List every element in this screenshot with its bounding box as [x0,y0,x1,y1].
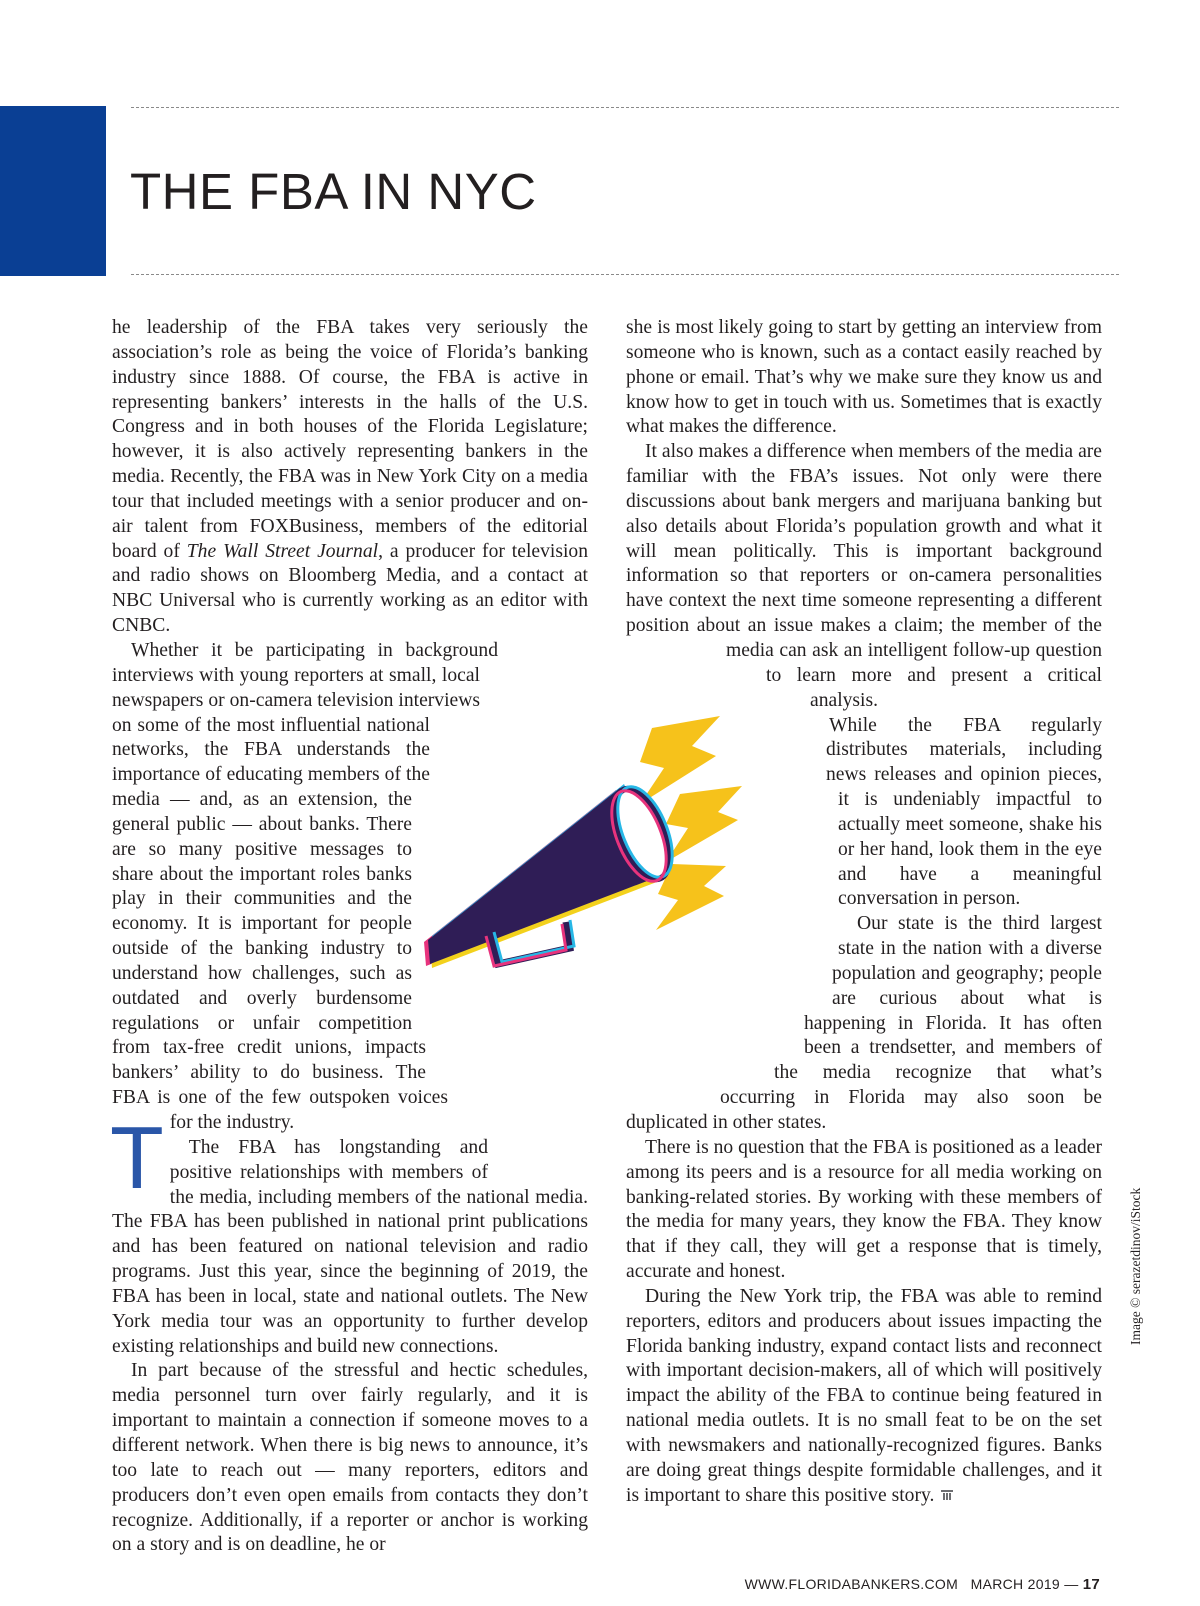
right-wrap-spacer-10 [626,1073,720,1098]
article-paragraph-9: There is no question that the FBA is positioned as a leader among its peers and is a resource for all media working on banking-related stories. By working with these members of the media for many years, they know the FBA. They know that if they call, they will get a response that is timely, accurate and honest. [626,1136,1102,1283]
header-bottom-divider [131,274,1119,275]
drop-cap: T [110,1108,164,1207]
right-wrap-spacer-9 [626,1048,774,1073]
left-wrap-spacer-7 [448,1071,588,1121]
image-credit: Image © serazetdinov/iStock [1128,1187,1143,1345]
header-top-divider [131,107,1119,108]
section-color-block [0,106,106,276]
article-paragraph-4: In part because of the stressful and hectic schedules, media personnel turn over fairly regularly, and it is important to maintain a connection if someone moves to a different network. When there is big news to announce, it’s too late to reach out — many reporters, editors and producers don’t even open emails from contacts they don’t recognize. Additionally, if a reporter or anchor is working on a story and is on deadline, he or [112,1360,588,1556]
page-title: THE FBA IN NYC [130,163,537,220]
publication-name: The Wall Street Journal [186,540,379,562]
paragraph-1-text: he leadership of the FBA takes very seriously the association’s role as being the voice of Florida’s banking industry since 1888. Of course, the FBA is active in representing bankers’ interests in the halls of the U.S. Congress and in both houses of the Florida Legislature; however, it is also actively representing bankers in the media. Recently, the FBA was in New York City on a media tour that included meetings with a senior producer and on-air talent from FOXBusiness, members of the editorial board of [112,317,588,562]
article-paragraph-3: The FBA has longstanding and positive relationships with members of the media, including members of the national media. The FBA has been published in national print publications and has been featured on national television and radio programs. Just this year, since the beginning of 2019, the FBA has been in local, state and national outlets. The New York media tour was an opportunity to further develop existing relationships and build new connections. [112,1136,588,1357]
footer-url: WWW.FLORIDABANKERS.COM [744,1576,959,1592]
page-footer [745,1576,1100,1593]
article-paragraph-10 [626,1285,1102,1509]
page-number: 17 [1082,1576,1100,1593]
footer-issue: MARCH 2019 — [970,1576,1079,1592]
paragraph-10-text: During the New York trip, the FBA was able to remind reporters, editors and producers about issues impacting the Florida banking industry, expand contact lists and reconnect with important decision-makers, all of which will positively impact the ability of the FBA to continue being featured in national media outlets. It is no small feat to be on the set with newsmakers and nationally-recognized figures. Banks are doing great things despite formidable challenges, and it is important to share this positive story. [626,1285,1102,1506]
megaphone-illustration [420,716,750,1016]
article-paragraph-2: Whether it be participating in background interviews with young reporters at small, local newspapers or on-camera television interviews on some of the most influential national networks, the FBA understands the importance of educating members of the media — and, as an extension, the general public — about banks. There are so many positive messages to share about the important roles banks play in their communities and the economy. It is important for people outside of the banking industry to understand how challenges, such as outdated and overly burdensome regulations or unfair competition from tax-free credit unions, impacts bankers’ ability to do business. The FBA is one of the few outspoken voices for the industry. [112,639,498,1133]
article-paragraph-6: It also makes a difference when members of the media are familiar with the FBA’s issues. Not only were there discussions about bank mergers and marijuana banking but also details about Florida’s population growth and what it will mean politically. This is important background information so that reporters or on-camera personalities have context the next time someone representing a different position about an issue makes a claim; the member of the media can ask an intelligent follow-up question to learn more and present a critical analysis. [626,441,1102,711]
article-paragraph-5: she is most likely going to start by getting an interview from someone who is known, such as a contact easily reached by phone or email. That’s why we make sure they know us and know how to get in touch with us. Sometimes that is exactly what makes the difference. [626,317,1102,438]
article-paragraph-8: Our state is the third largest state in the nation with a diverse population and geography; people are curious about what is happening in Florida. It has often been a trendsetter, and members of the media recognize that what’s occurring in Florida may also soon be duplicated in other states. [626,913,1102,1133]
right-wrap-spacer-2 [626,649,726,674]
left-wrap-spacer-6 [426,1021,588,1071]
article-paragraph-7: While the FBA regularly distributes materials, including news releases and opinion pieces, it is undeniably impactful to actually meet someone, shake his or her hand, look them in the eye and have a meaningful conversation in person. [826,714,1102,910]
paragraph-1-tail: , a producer for television and radio shows on Bloomberg Media, and a contact at NBC Universal who is currently working as an editor with CNBC. [112,540,588,637]
left-wrap-spacer-2 [498,649,588,674]
end-mark-icon [940,1488,954,1502]
left-wrap-spacer-8 [488,1121,588,1171]
right-wrap-spacer-3 [626,674,766,699]
